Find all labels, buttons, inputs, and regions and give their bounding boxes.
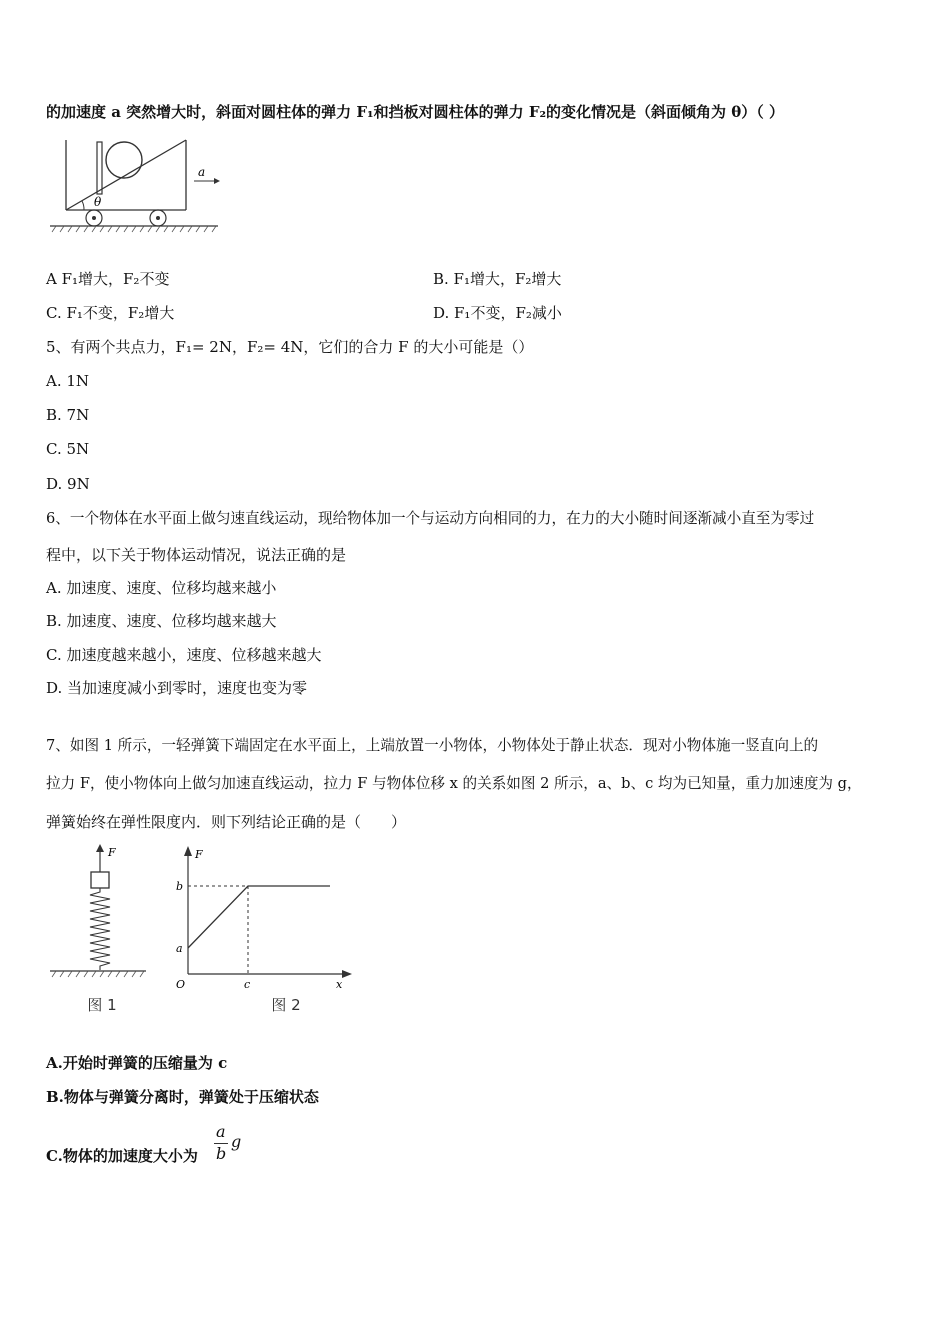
q4-option-d: D. F₁不变，F₂减小 <box>433 304 562 322</box>
q6-option-c: C. 加速度越来越小，速度、位移越来越大 <box>46 646 322 664</box>
q5-stem: 5、有两个共点力，F₁= 2N，F₂= 4N，它们的合力 F 的大小可能是（） <box>46 338 534 356</box>
angle-label: θ <box>94 195 102 209</box>
q5-option-a: A. 1N <box>46 372 90 390</box>
fig2-a-label: a <box>176 942 183 955</box>
fig2-x-label: x <box>336 978 343 991</box>
fraction-denominator: b <box>216 1144 227 1163</box>
accel-label: a <box>198 165 206 179</box>
q7-option-b: B.物体与弹簧分离时，弹簧处于压缩状态 <box>46 1088 319 1106</box>
q6-option-b: B. 加速度、速度、位移均越来越大 <box>46 612 277 630</box>
q4-option-b: B. F₁增大，F₂增大 <box>433 270 562 288</box>
q4-stem: 的加速度 a 突然增大时，斜面对圆柱体的弹力 F₁和挡板对圆柱体的弹力 F₂的变化情况是（斜面倾角为 θ）（ ） <box>46 103 785 121</box>
q7-option-a: A.开始时弹簧的压缩量为 c <box>46 1054 228 1072</box>
q7-stem-line3: 弹簧始终在弹性限度内．则下列结论正确的是（ ） <box>46 813 407 831</box>
q7-option-c: C.物体的加速度大小为 <box>46 1147 198 1165</box>
q6-option-d: D. 当加速度减小到零时，速度也变为零 <box>46 679 308 697</box>
q6-stem-line2: 程中，以下关于物体运动情况，说法正确的是 <box>46 546 347 564</box>
fig2-b-label: b <box>176 880 184 893</box>
q6-option-a: A. 加速度、速度、位移均越来越小 <box>46 579 277 597</box>
fig2-origin: O <box>176 978 186 991</box>
q7-option-c-fraction <box>213 1122 247 1170</box>
fig2-c-label: c <box>244 978 251 991</box>
q4-option-a: A F₁增大，F₂不变 <box>46 270 170 288</box>
q4-figure-cart-incline <box>46 134 226 236</box>
q5-option-c: C. 5N <box>46 440 90 458</box>
q7-figure1-spring <box>46 842 156 1018</box>
q7-stem-line2: 拉力 F，使小物体向上做匀加速直线运动，拉力 F 与物体位移 x 的关系如图 2 所示，a、b、c 均为已知量，重力加速度为 g， <box>46 775 862 792</box>
fraction-numerator: a <box>216 1122 226 1141</box>
fraction-tail: g <box>231 1132 242 1151</box>
fig1-force-label: F <box>108 846 116 859</box>
fig2-y-label: F <box>195 848 203 861</box>
q5-option-b: B. 7N <box>46 406 90 424</box>
fig1-caption: 图 1 <box>87 996 117 1014</box>
q5-option-d: D. 9N <box>46 475 90 493</box>
q7-stem-line1: 7、如图 1 所示，一轻弹簧下端固定在水平面上，上端放置一小物体，小物体处于静止状态．现对小物体施一竖直向上的 <box>46 737 819 754</box>
q6-stem-line1: 6、一个物体在水平面上做匀速直线运动，现给物体加一个与运动方向相同的力，在力的大小随时间逐渐减小直至为零过 <box>46 510 815 527</box>
q4-option-c: C. F₁不变，F₂增大 <box>46 304 175 322</box>
fig2-caption: 图 2 <box>271 996 301 1014</box>
q7-figure2-fx-graph <box>168 842 358 1018</box>
